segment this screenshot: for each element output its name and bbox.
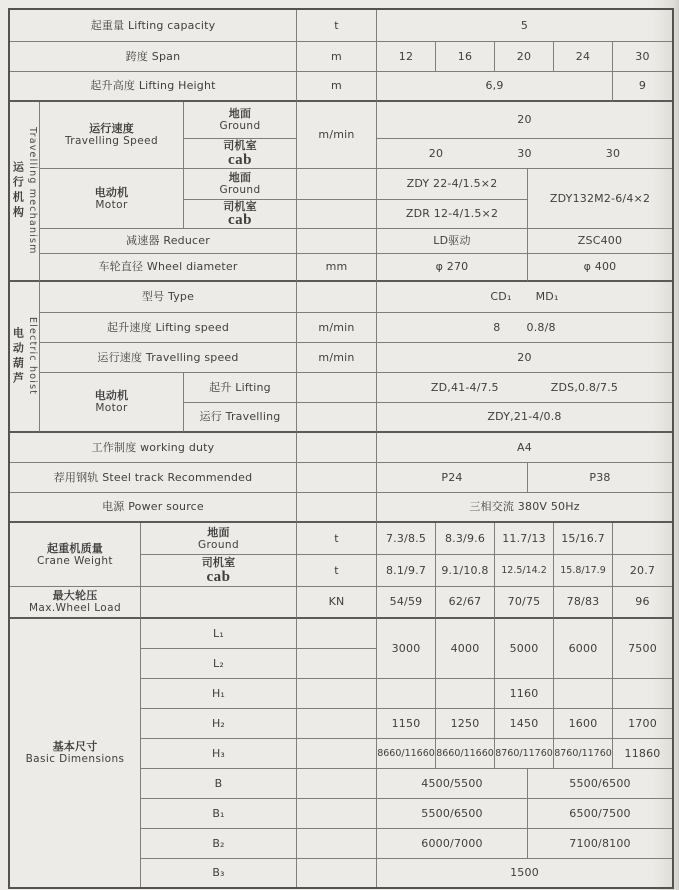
dim-H3-sublabel: H₃ [141, 739, 297, 769]
travelling-motor-cab-sublabel [184, 200, 297, 229]
crane-weight-cab-value-2: 9.1/10.8 [436, 555, 495, 587]
empty-unit-cell [297, 403, 377, 433]
max-wheel-load-value-2: 62/67 [436, 587, 495, 619]
max-wheel-load-value-5: 96 [613, 587, 672, 619]
empty-unit-cell [297, 463, 377, 493]
travelling-speed-cab-sublabel [184, 139, 297, 169]
lifting-capacity-label: 起重量 Lifting capacity [10, 10, 297, 42]
crane-weight-cab-sublabel-line-1: 司机室 [201, 556, 236, 570]
empty-unit-cell [297, 739, 377, 769]
dim-H3-value-2: 8660/11660 [436, 739, 495, 769]
dim-B3-sublabel: B₃ [141, 859, 297, 887]
span-label: 跨度 Span [10, 42, 297, 72]
travelling-speed-ground-sublabel-line-2: Ground [219, 120, 261, 133]
travelling-motor-cab-sublabel-line-1: 司机室 [223, 200, 257, 213]
hoist-type-value-part-2: MD₁ [535, 290, 559, 304]
crane-weight-cab-sublabel [141, 555, 297, 587]
span-value-30: 30 [613, 42, 672, 72]
empty-unit-cell [297, 679, 377, 709]
hoist-motor-travelling-value: ZDY,21-4/0.8 [377, 403, 672, 433]
travelling-motor-cab-sublabel-line-2: cab [228, 212, 252, 229]
hoist-motor-label-line-2: Motor [95, 402, 128, 415]
dim-L2-sublabel: L₂ [141, 649, 297, 679]
empty-unit-cell [297, 709, 377, 739]
hoist-travelling-speed-value: 20 [377, 343, 672, 373]
crane-weight-label-line-2: Crane Weight [37, 554, 113, 567]
max-wheel-load-value-1: 54/59 [377, 587, 436, 619]
max-wheel-load-unit: KN [297, 587, 377, 619]
dim-H2-value-3: 1450 [495, 709, 554, 739]
dim-B3-value: 1500 [510, 866, 539, 880]
empty-unit-cell [297, 799, 377, 829]
empty-unit-cell [297, 282, 377, 313]
travelling-mechanism-section-label-en: Travelling mechanism [26, 127, 38, 255]
crane-weight-ground-unit: t [297, 523, 377, 555]
dim-B-value-right: 5500/6500 [528, 769, 672, 799]
working-duty-value: A4 [377, 433, 672, 463]
crane-weight-cab-sublabel-line-2: cab [206, 568, 231, 585]
steel-track-value-right: P38 [528, 463, 672, 493]
travelling-motor-large-span-value: ZDY132M2-6/4×2 [528, 169, 672, 229]
crane-weight-ground-sublabel-line-1: 地面 [207, 525, 230, 539]
dim-L-value-5: 7500 [613, 619, 672, 679]
dim-L-value-1: 3000 [377, 619, 436, 679]
travelling-motor-cab-value: ZDR 12-4/1.5×2 [377, 200, 528, 229]
empty-unit-cell [297, 859, 377, 887]
empty-unit-cell [297, 829, 377, 859]
travelling-speed-cab-value-3: 30 [554, 139, 672, 169]
empty-unit-cell [297, 169, 377, 200]
hoist-lifting-speed-value-part-1: 8 [493, 320, 501, 334]
dim-L-value-4: 6000 [554, 619, 613, 679]
max-wheel-load-empty-cell [141, 587, 297, 619]
max-wheel-load-label-line-2: Max.Wheel Load [28, 602, 122, 615]
dim-L-value-3: 5000 [495, 619, 554, 679]
dim-H1-value-4-empty [554, 679, 613, 709]
dim-H1-value-5-empty [613, 679, 672, 709]
empty-unit-cell [297, 229, 377, 254]
span-unit: m [297, 42, 377, 72]
span-value-20: 20 [495, 42, 554, 72]
hoist-travelling-speed-unit: m/min [297, 343, 377, 373]
travelling-speed-cab-value-2: 30 [495, 139, 554, 169]
dim-B1-value-left: 5500/6500 [377, 799, 528, 829]
crane-weight-ground-value-3: 11.7/13 [495, 523, 554, 555]
travelling-speed-label-line-1: 运行速度 [89, 122, 134, 136]
steel-track-value-left: P24 [377, 463, 528, 493]
hoist-motor-lifting-value-part-2: ZDS,0.8/7.5 [550, 380, 619, 394]
dim-L1-sublabel: L₁ [141, 619, 297, 649]
travelling-speed-cab-sublabel-line-2: cab [228, 151, 252, 168]
hoist-type-value-part-1: CD₁ [490, 290, 512, 304]
crane-weight-cab-value-5: 20.7 [613, 555, 672, 587]
steel-track-label: 荐用钢轨 Steel track Recommended [10, 463, 297, 493]
lifting-capacity-value: 5 [377, 10, 672, 42]
empty-unit-cell [297, 200, 377, 229]
power-source-label: 电源 Power source [10, 493, 297, 523]
dim-B2-value-right: 7100/8100 [528, 829, 672, 859]
wheel-diameter-unit: mm [297, 254, 377, 282]
dim-H3-value-4: 8760/11760 [554, 739, 613, 769]
span-value-16: 16 [436, 42, 495, 72]
crane-weight-cab-value-4: 15.8/17.9 [554, 555, 613, 587]
travelling-speed-ground-sublabel-line-1: 地面 [228, 107, 252, 121]
dim-B-sublabel: B [141, 769, 297, 799]
dim-L-value-2: 4000 [436, 619, 495, 679]
crane-weight-ground-sublabel-line-2: Ground [197, 538, 240, 551]
hoist-motor-travelling-sublabel: 运行 Travelling [184, 403, 297, 433]
dim-H2-value-4: 1600 [554, 709, 613, 739]
crane-weight-ground-value-4: 15/16.7 [554, 523, 613, 555]
travelling-motor-ground-value: ZDY 22-4/1.5×2 [377, 169, 528, 200]
wheel-diameter-value-left: φ 270 [377, 254, 528, 282]
dim-B2-sublabel: B₂ [141, 829, 297, 859]
travelling-motor-label-line-1: 电动机 [94, 185, 129, 199]
dim-H2-value-5: 1700 [613, 709, 672, 739]
empty-unit-cell [297, 649, 377, 679]
crane-weight-label [10, 523, 141, 587]
empty-unit-cell [297, 493, 377, 523]
span-value-24: 24 [554, 42, 613, 72]
empty-unit-cell [297, 619, 377, 649]
dim-H3-value-3: 8760/11760 [495, 739, 554, 769]
crane-weight-ground-sublabel [141, 523, 297, 555]
empty-unit-cell [297, 769, 377, 799]
lifting-capacity-unit: t [297, 10, 377, 42]
travelling-motor-ground-sublabel-line-1: 地面 [228, 171, 252, 185]
travelling-speed-ground-sublabel [184, 102, 297, 139]
dim-H2-value-2: 1250 [436, 709, 495, 739]
dim-H2-sublabel: H₂ [141, 709, 297, 739]
crane-specification-table [8, 8, 674, 889]
crane-weight-label-line-1: 起重机质量 [47, 541, 103, 555]
max-wheel-load-label [10, 587, 141, 619]
crane-weight-cab-value-1: 8.1/9.7 [377, 555, 436, 587]
crane-weight-ground-value-5-empty [613, 523, 672, 555]
travelling-speed-ground-value: 20 [377, 102, 672, 139]
hoist-lifting-speed-label: 起升速度 Lifting speed [40, 313, 297, 343]
hoist-motor-label [40, 373, 184, 433]
travelling-speed-unit: m/min [297, 102, 377, 169]
travelling-motor-ground-sublabel-line-2: Ground [219, 184, 261, 197]
hoist-motor-lifting-sublabel: 起升 Lifting [184, 373, 297, 403]
dim-H2-value-1: 1150 [377, 709, 436, 739]
travelling-mechanism-section-label-cn: 运行机构 [11, 161, 25, 221]
dim-B1-value-right: 6500/7500 [528, 799, 672, 829]
electric-hoist-section-label-cn: 电动葫芦 [11, 326, 25, 387]
dim-H1-value-3: 1160 [495, 679, 554, 709]
dim-B-value-left: 4500/5500 [377, 769, 528, 799]
travelling-speed-cab-sublabel-line-1: 司机室 [223, 139, 257, 153]
basic-dimensions-label-line-2: Basic Dimensions [25, 753, 125, 766]
hoist-lifting-speed-value-part-2: 0.8/8 [526, 320, 556, 334]
crane-weight-ground-value-1: 7.3/8.5 [377, 523, 436, 555]
crane-weight-ground-value-2: 8.3/9.6 [436, 523, 495, 555]
hoist-motor-lifting-value [377, 373, 672, 403]
lifting-height-value-30: 9 [613, 72, 672, 102]
empty-unit-cell [297, 373, 377, 403]
span-value-12: 12 [377, 42, 436, 72]
electric-hoist-section-label [10, 282, 40, 433]
travelling-speed-label-line-2: Travelling Speed [64, 135, 159, 148]
dim-H3-value-5: 11860 [613, 739, 672, 769]
crane-weight-cab-unit: t [297, 555, 377, 587]
crane-weight-cab-value-3: 12.5/14.2 [495, 555, 554, 587]
basic-dimensions-label [10, 619, 141, 887]
basic-dimensions-label-line-1: 基本尺寸 [52, 740, 98, 754]
max-wheel-load-value-3: 70/75 [495, 587, 554, 619]
travelling-mechanism-section-label [10, 102, 40, 282]
reducer-value-left: LD驱动 [377, 229, 528, 254]
working-duty-label: 工作制度 working duty [10, 433, 297, 463]
reducer-label: 减速器 Reducer [40, 229, 297, 254]
lifting-height-unit: m [297, 72, 377, 102]
travelling-motor-label-line-2: Motor [95, 198, 128, 211]
dim-H1-value-1-empty [377, 679, 436, 709]
hoist-type-value [377, 282, 672, 313]
hoist-lifting-speed-value [377, 313, 672, 343]
empty-unit-cell [297, 433, 377, 463]
travelling-motor-label [40, 169, 184, 229]
dim-H1-value-2-empty [436, 679, 495, 709]
wheel-diameter-value-right: φ 400 [528, 254, 672, 282]
max-wheel-load-value-4: 78/83 [554, 587, 613, 619]
reducer-value-right: ZSC400 [528, 229, 672, 254]
travelling-speed-label [40, 102, 184, 169]
dim-H1-sublabel: H₁ [141, 679, 297, 709]
hoist-travelling-speed-label: 运行速度 Travelling speed [40, 343, 297, 373]
power-source-value: 三相交流 380V 50Hz [377, 493, 672, 523]
dim-B1-sublabel: B₁ [141, 799, 297, 829]
dim-H3-value-1: 8660/11660 [377, 739, 436, 769]
hoist-lifting-speed-unit: m/min [297, 313, 377, 343]
max-wheel-load-label-line-1: 最大轮压 [52, 589, 98, 603]
electric-hoist-section-label-en: Electric hoist [26, 317, 38, 396]
hoist-type-label: 型号 Type [40, 282, 297, 313]
wheel-diameter-label: 车轮直径 Wheel diameter [40, 254, 297, 282]
lifting-height-value-main: 6,9 [377, 72, 613, 102]
travelling-motor-ground-sublabel [184, 169, 297, 200]
hoist-motor-label-line-1: 电动机 [94, 389, 129, 403]
hoist-motor-lifting-value-part-1: ZD,41-4/7.5 [430, 380, 499, 394]
travelling-speed-cab-value-1: 20 [377, 139, 495, 169]
dim-B2-value-left: 6000/7000 [377, 829, 528, 859]
lifting-height-label: 起升高度 Lifting Height [10, 72, 297, 102]
